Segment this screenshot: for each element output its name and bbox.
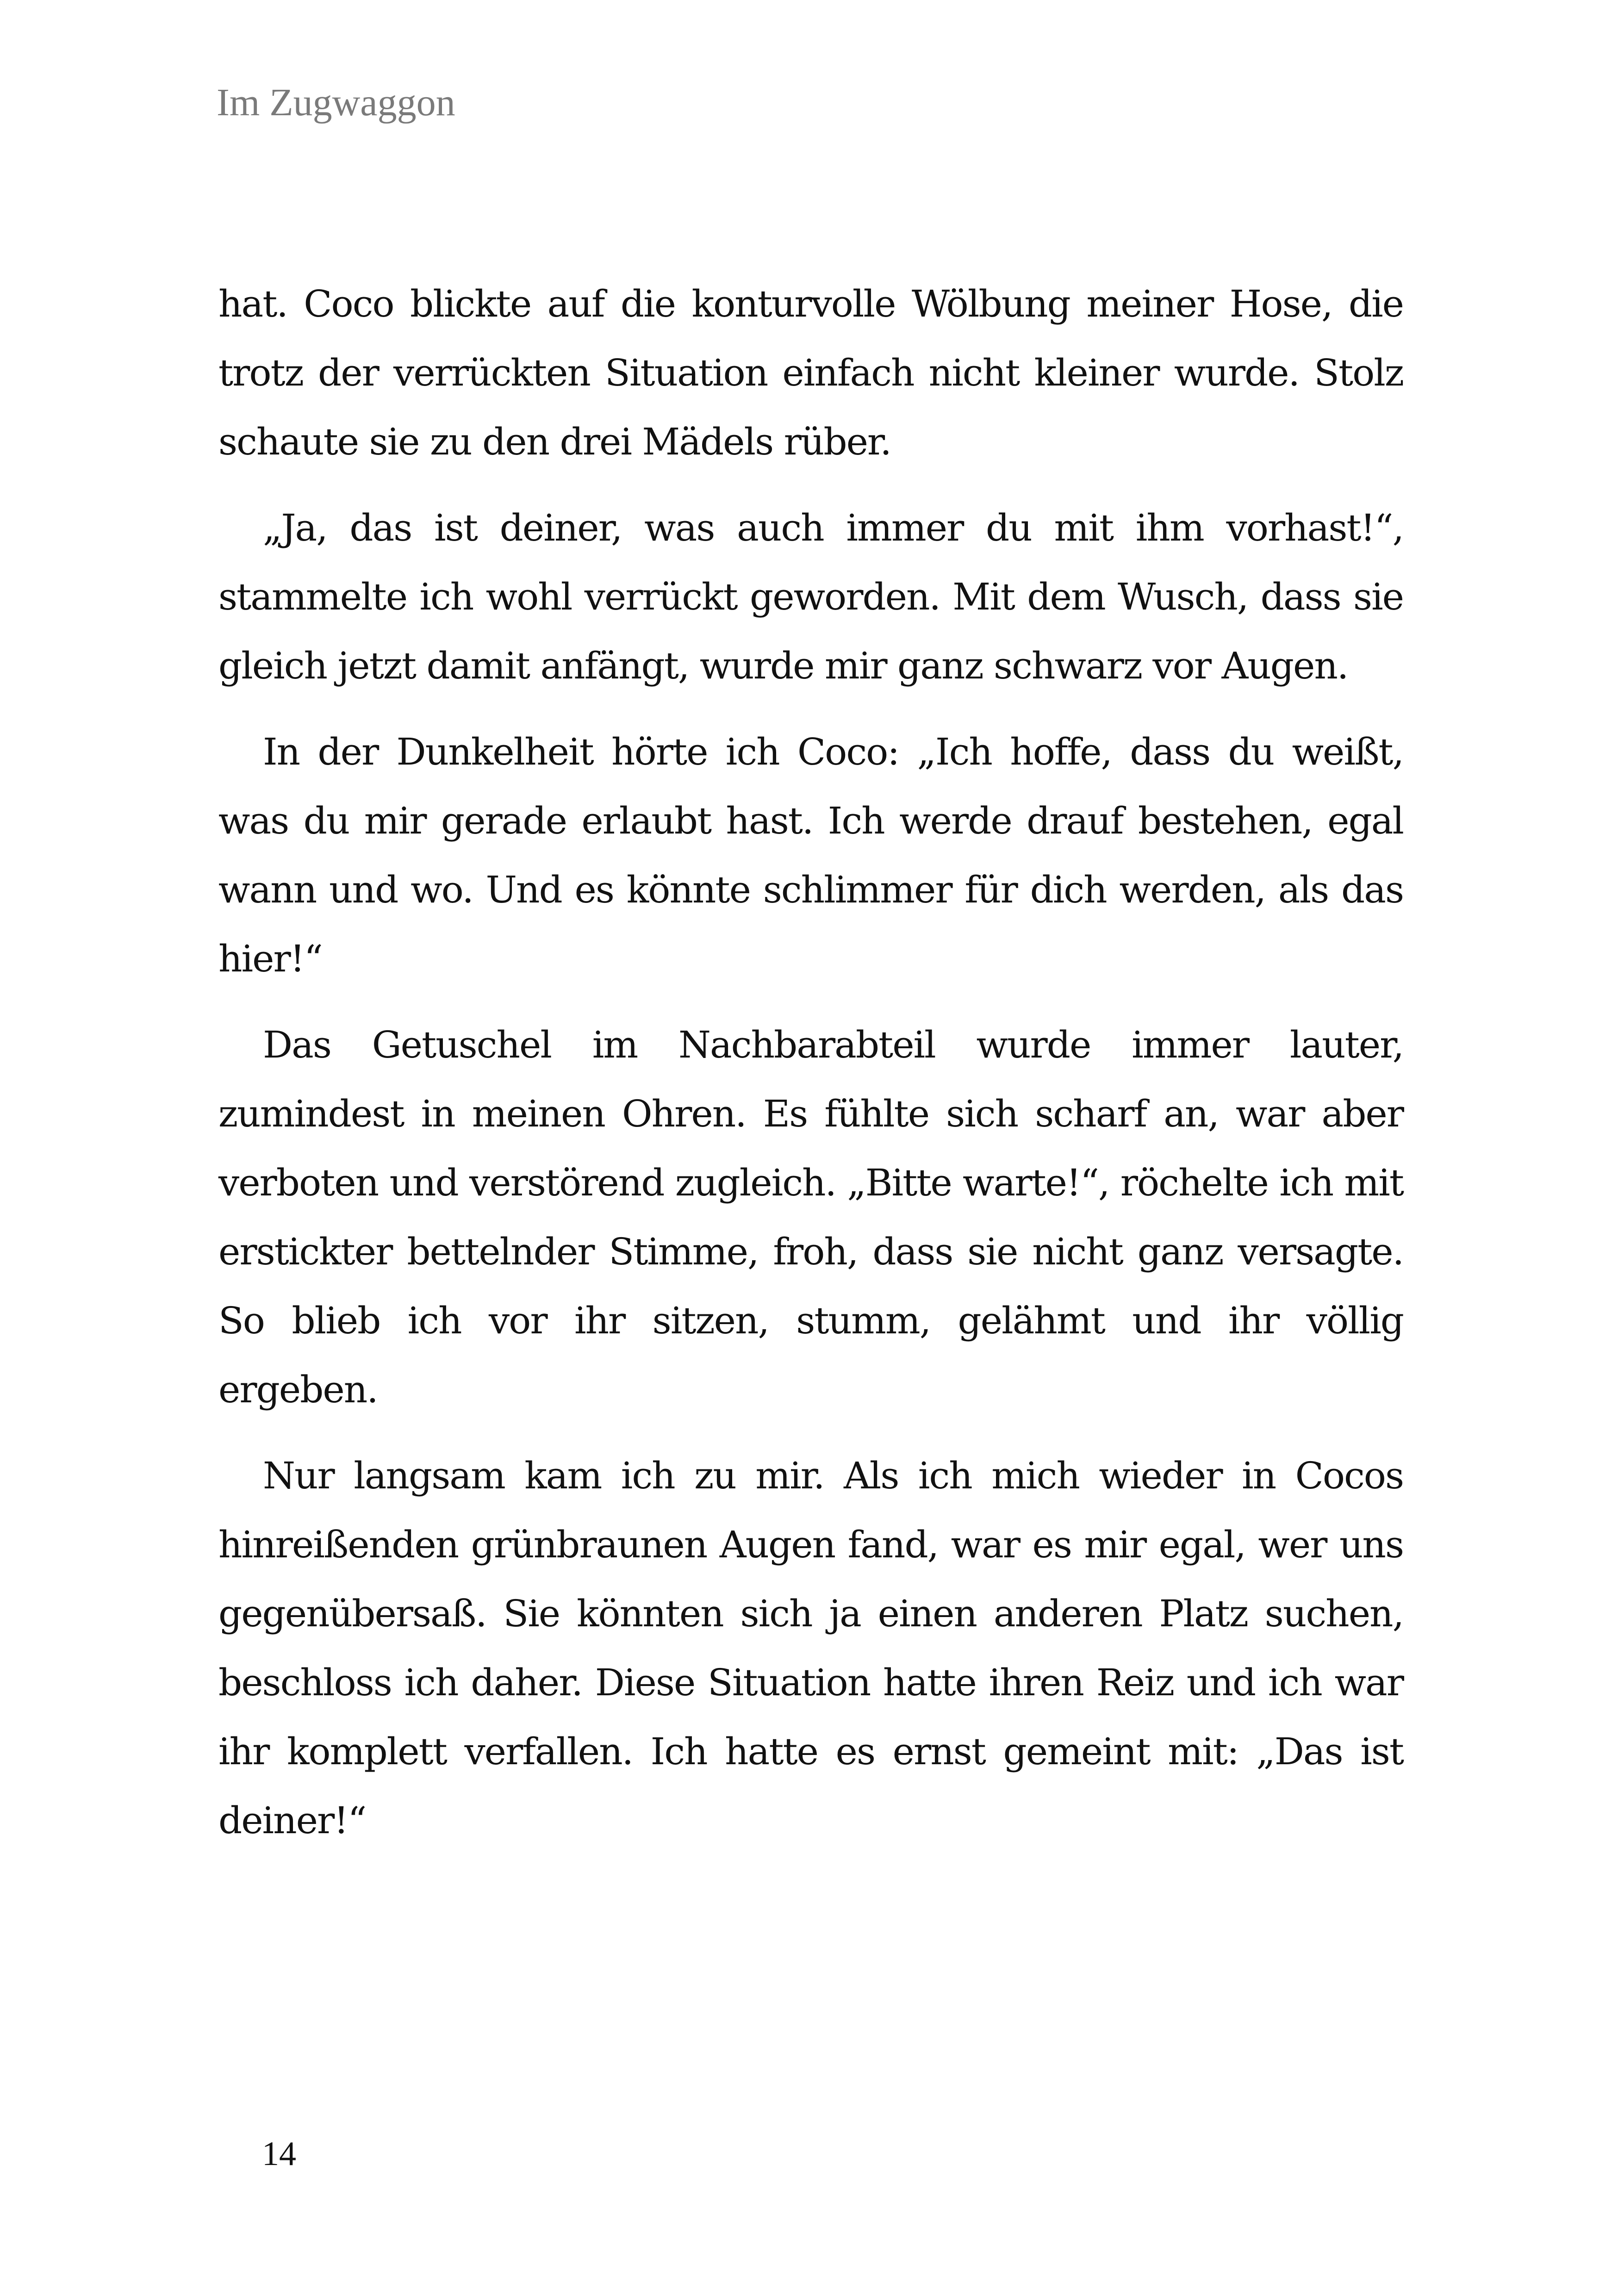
body-text bbox=[218, 269, 1403, 1872]
page-number: 14 bbox=[262, 2135, 296, 2173]
paragraph: „Ja, das ist deiner, was auch immer du mit ihm vorhast!“, stammelte ich wohl verrückt geworden. Mit dem Wusch, dass sie gleich jetzt damit anfängt, wurde mir ganz schwarz vor Augen. bbox=[218, 506, 1403, 687]
running-title: Im Zugwaggon bbox=[217, 81, 455, 124]
paragraph: In der Dunkelheit hörte ich Coco: „Ich hoffe, dass du weißt, was du mir gerade erlaubt hast. Ich werde drauf bestehen, egal wann und wo. Und es könnte schlimmer für dich werden, als das hier!“ bbox=[218, 730, 1403, 980]
paragraph: Nur langsam kam ich zu mir. Als ich mich wieder in Cocos hinreißenden grünbraunen Augen fand, war es mir egal, wer uns gegenübersaß. Sie könnten sich ja einen anderen Platz suchen, beschloss ich daher. Diese Situation hatte ihren Reiz und ich war ihr komplett verfallen. Ich hatte es ernst gemeint mit: „Das ist deiner!“ bbox=[218, 1454, 1403, 1842]
paragraph: Das Getuschel im Nachbarabteil wurde immer lauter, zumindest in meinen Ohren. Es fühlte sich scharf an, war aber verboten und verstörend zugleich. „Bitte warte!“, röchelte ich mit erstickter bettelnder Stimme, froh, dass sie nicht ganz versagte. So blieb ich vor ihr sitzen, stumm, gelähmt und ihr völlig ergeben. bbox=[218, 1023, 1403, 1411]
paragraph: hat. Coco blickte auf die konturvolle Wölbung meiner Hose, die trotz der verrückten Situation einfach nicht kleiner wurde. Stolz schaute sie zu den drei Mädels rüber. bbox=[218, 282, 1403, 463]
